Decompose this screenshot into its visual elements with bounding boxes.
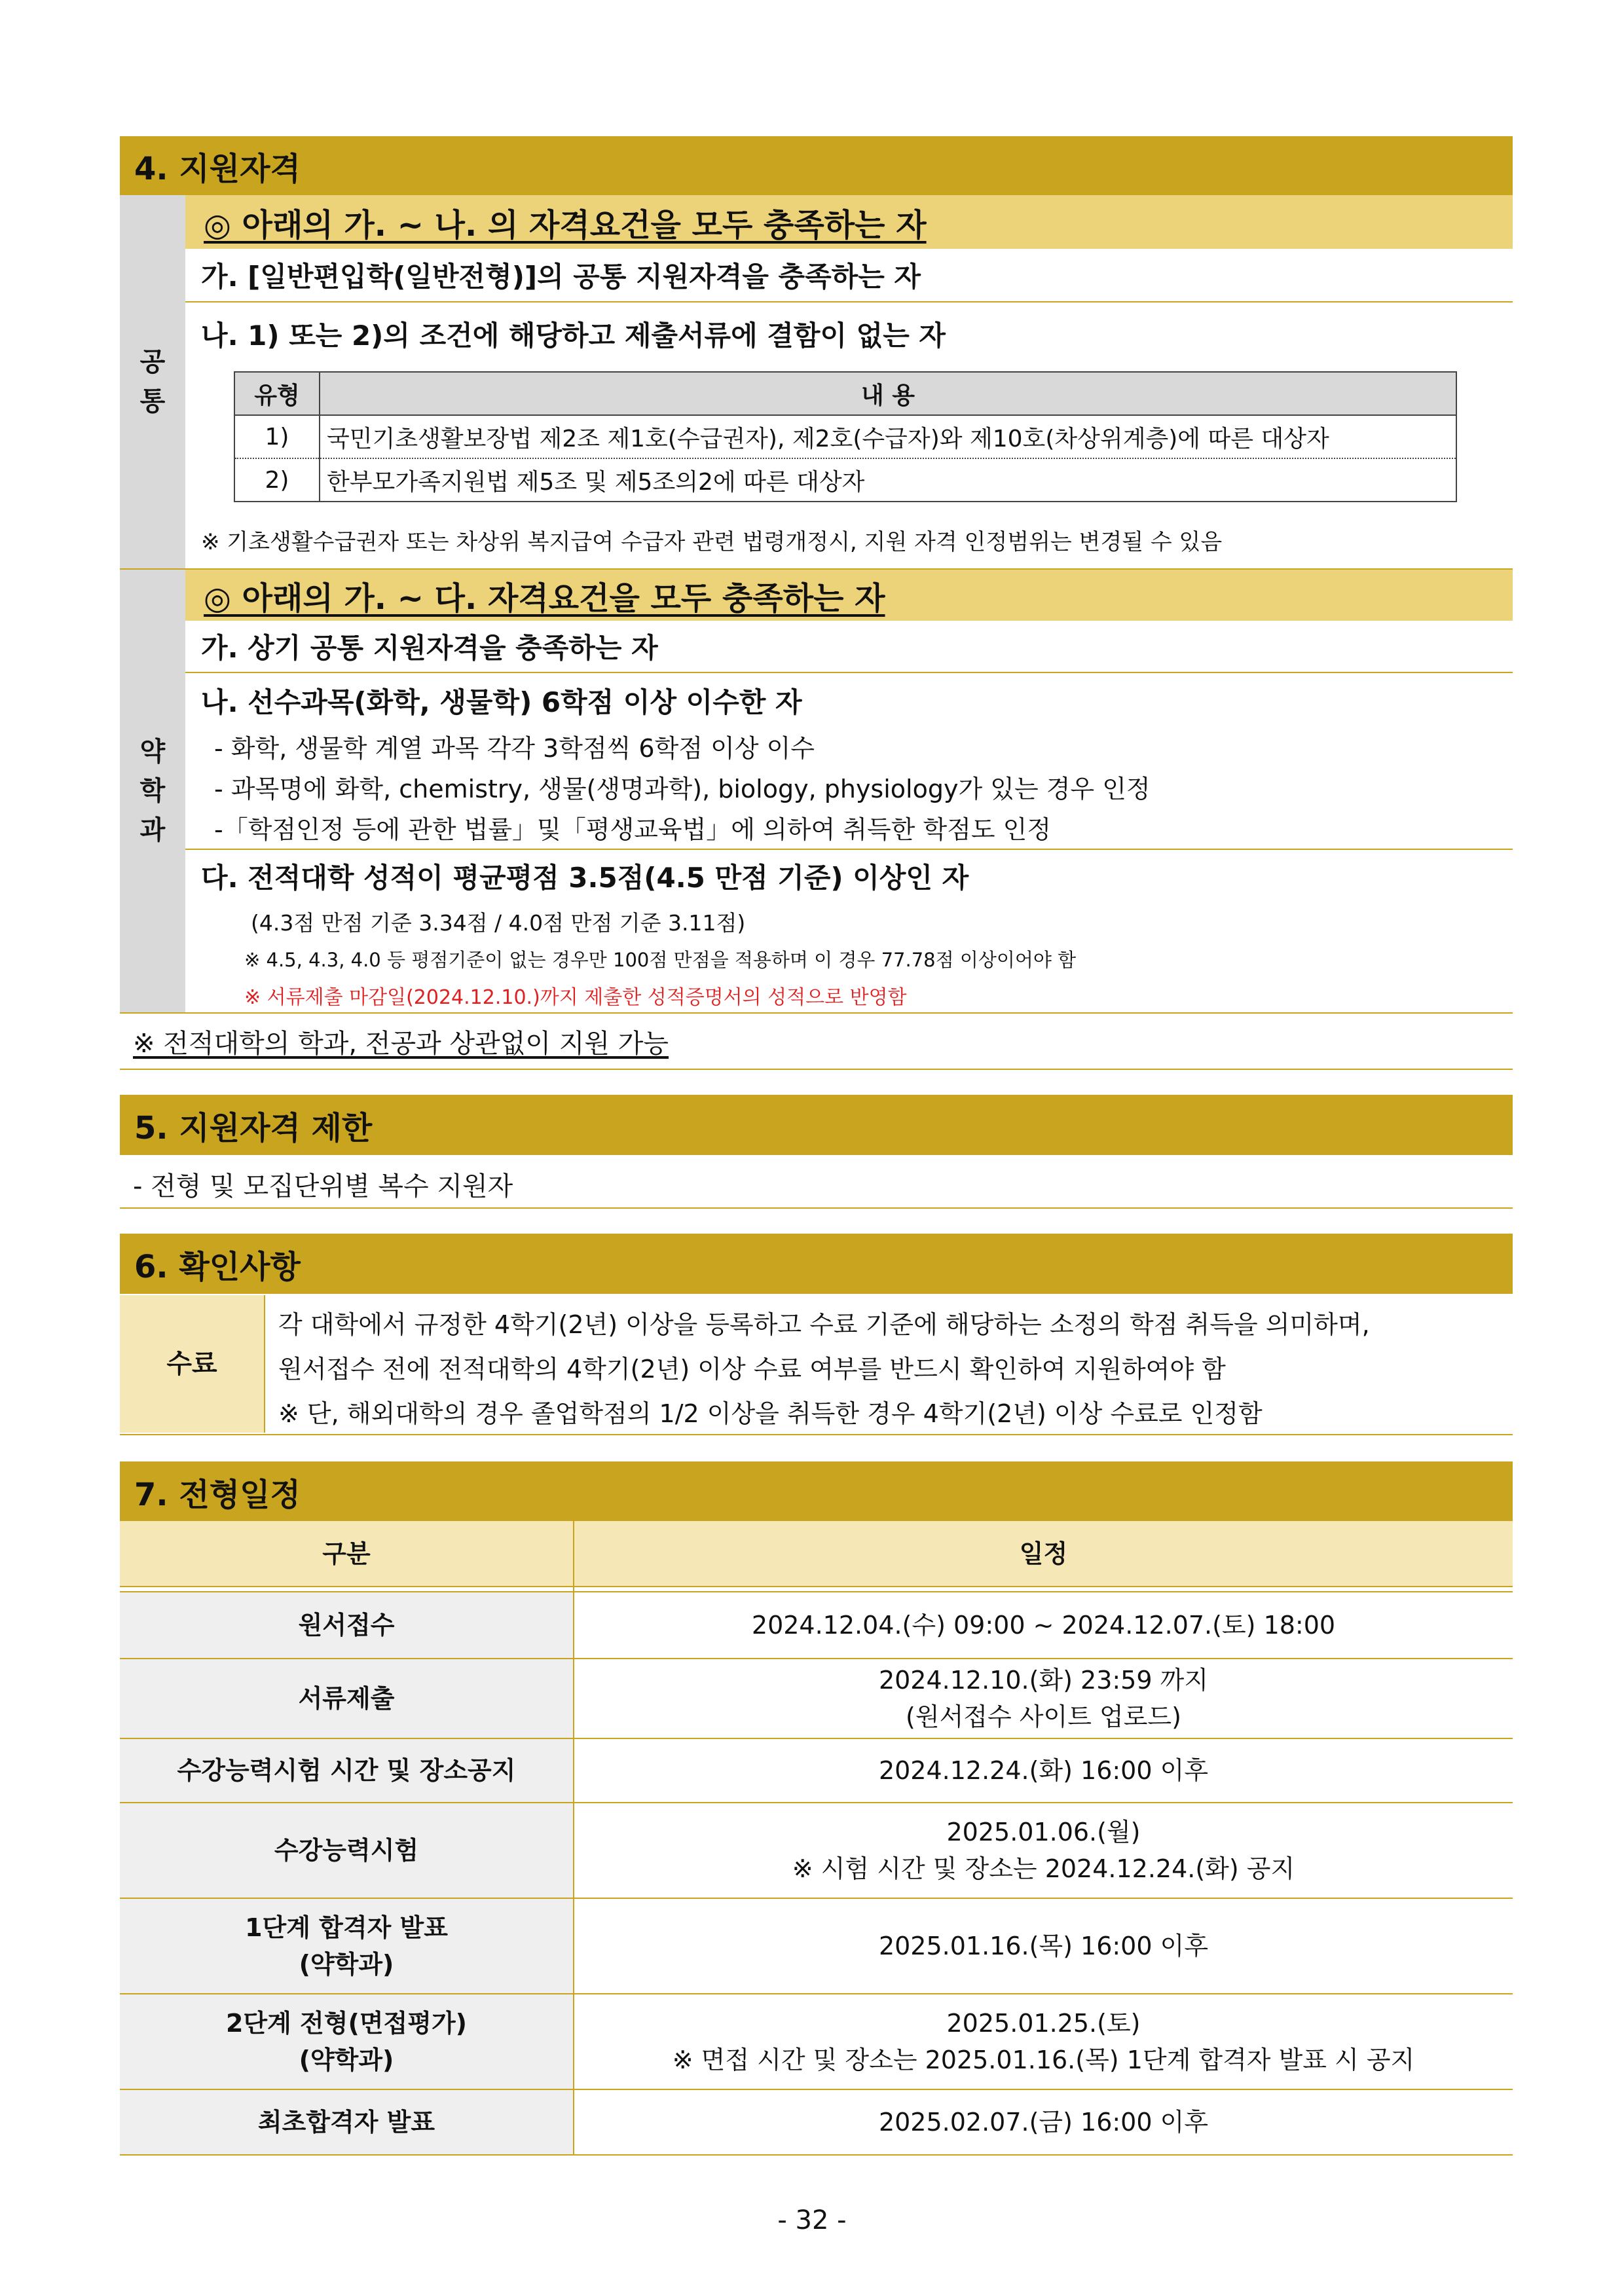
table-cell-content: 한부모가족지원법 제5조 및 제5조의2에 따른 대상자 bbox=[320, 458, 1456, 502]
schedule-header-category: 구분 bbox=[120, 1521, 574, 1587]
eligibility-table bbox=[234, 371, 1457, 502]
pharmacy-item-da: 다. 전적대학 성적이 평균평점 3.5점(4.5 만점 기준) 이상인 자 bbox=[201, 862, 969, 894]
schedule-header-row bbox=[120, 1521, 1513, 1587]
table-header-type: 유형 bbox=[234, 372, 320, 415]
section-4-title: 4. 지원자격 bbox=[120, 136, 1513, 195]
schedule-label: 수강능력시험 bbox=[120, 1803, 574, 1898]
schedule-value: 2025.01.06.(월) ※ 시험 시간 및 장소는 2024.12.24.(화) 공지 bbox=[574, 1803, 1513, 1898]
divider bbox=[185, 849, 1513, 850]
table-cell-type: 2) bbox=[234, 458, 320, 502]
common-item-ga: 가. [일반편입학(일반전형)]의 공통 지원자격을 충족하는 자 bbox=[201, 261, 921, 293]
common-side-label: 공 통 bbox=[120, 195, 185, 568]
schedule-label: 1단계 합격자 발표 (약학과) bbox=[120, 1898, 574, 1994]
pharmacy-na-detail: - 과목명에 화학, chemistry, 생물(생명과학), biology, physiology가 있는 경우 인정 bbox=[214, 775, 1151, 803]
section-6-line: 각 대학에서 규정한 4학기(2년) 이상을 등록하고 수료 기준에 해당하는 소정의 학점 취득을 의미하며, bbox=[278, 1310, 1370, 1339]
pharmacy-item-na: 나. 선수과목(화학, 생물학) 6학점 이상 이수한 자 bbox=[201, 686, 802, 718]
pharmacy-na-detail: - 화학, 생물학 계열 과목 각각 3학점씩 6학점 이상 이수 bbox=[214, 734, 815, 763]
table-header-content: 내 용 bbox=[320, 372, 1456, 415]
divider bbox=[120, 1207, 1513, 1209]
pharmacy-banner: ◎ 아래의 가. ~ 다. 자격요건을 모두 충족하는 자 bbox=[185, 570, 1513, 621]
table-row bbox=[120, 1592, 1513, 1659]
schedule-label: 서류제출 bbox=[120, 1659, 574, 1738]
pharmacy-side-label: 약 학 과 bbox=[120, 570, 185, 1012]
schedule-value: 2024.12.10.(화) 23:59 까지 (원서접수 사이트 업로드) bbox=[574, 1659, 1513, 1738]
table-row bbox=[120, 1738, 1513, 1803]
pharmacy-da-red-note: ※ 서류제출 마감일(2024.12.10.)까지 제출한 성적증명서의 성적으로 반영함 bbox=[244, 986, 907, 1009]
section-6-label: 수료 bbox=[120, 1295, 265, 1433]
schedule-value: 2025.02.07.(금) 16:00 이후 bbox=[574, 2089, 1513, 2155]
schedule-label: 2단계 전형(면접평가) (약학과) bbox=[120, 1994, 574, 2089]
section-5-title: 5. 지원자격 제한 bbox=[120, 1095, 1513, 1155]
table-row bbox=[120, 2089, 1513, 2155]
schedule-table bbox=[120, 1521, 1513, 2156]
common-banner: ◎ 아래의 가. ~ 나. 의 자격요건을 모두 충족하는 자 bbox=[185, 195, 1513, 249]
section-5-text: - 전형 및 모집단위별 복수 지원자 bbox=[133, 1171, 513, 1202]
schedule-value: 2024.12.04.(수) 09:00 ~ 2024.12.07.(토) 18:00 bbox=[574, 1592, 1513, 1659]
section-7-title: 7. 전형일정 bbox=[120, 1461, 1513, 1522]
schedule-value: 2025.01.25.(토) ※ 면접 시간 및 장소는 2025.01.16.(목) 1단계 합격자 발표 시 공지 bbox=[574, 1994, 1513, 2089]
table-row bbox=[120, 1898, 1513, 1994]
spacer bbox=[574, 1587, 1513, 1592]
schedule-label: 최초합격자 발표 bbox=[120, 2089, 574, 2155]
divider bbox=[120, 1434, 1513, 1435]
schedule-label: 수강능력시험 시간 및 장소공지 bbox=[120, 1738, 574, 1803]
pharmacy-da-detail: ※ 4.5, 4.3, 4.0 등 평점기준이 없는 경우만 100점 만점을 적용하며 이 경우 77.78점 이상이어야 함 bbox=[244, 949, 1077, 971]
section-6-line: 원서접수 전에 전적대학의 4학기(2년) 이상 수료 여부를 반드시 확인하여 지원하여야 함 bbox=[278, 1355, 1226, 1384]
pharmacy-na-detail: -「학점인정 등에 관한 법률」및「평생교육법」에 의하여 취득한 학점도 인정 bbox=[214, 815, 1052, 844]
page-number: - 32 - bbox=[777, 2205, 847, 2235]
section-4-footer-note: ※ 전적대학의 학과, 전공과 상관없이 지원 가능 bbox=[133, 1029, 669, 1059]
pharmacy-item-ga: 가. 상기 공통 지원자격을 충족하는 자 bbox=[201, 632, 658, 664]
table-row bbox=[234, 458, 1456, 502]
pharmacy-da-detail: (4.3점 만점 기준 3.34점 / 4.0점 만점 기준 3.11점) bbox=[251, 910, 746, 936]
divider bbox=[185, 672, 1513, 673]
common-item-na: 나. 1) 또는 2)의 조건에 해당하고 제출서류에 결함이 없는 자 bbox=[201, 320, 946, 352]
spacer bbox=[120, 1587, 574, 1592]
divider bbox=[185, 301, 1513, 303]
table-cell-type: 1) bbox=[234, 415, 320, 458]
schedule-value: 2024.12.24.(화) 16:00 이후 bbox=[574, 1738, 1513, 1803]
section-6-line: ※ 단, 해외대학의 경우 졸업학점의 1/2 이상을 취득한 경우 4학기(2년) 이상 수료로 인정함 bbox=[278, 1399, 1263, 1428]
section-6-title: 6. 확인사항 bbox=[120, 1234, 1513, 1294]
table-row bbox=[120, 1803, 1513, 1898]
table-row bbox=[234, 415, 1456, 458]
schedule-header-date: 일정 bbox=[574, 1521, 1513, 1587]
common-note: ※ 기초생활수급권자 또는 차상위 복지급여 수급자 관련 법령개정시, 지원 자격 인정범위는 변경될 수 있음 bbox=[201, 529, 1223, 555]
divider bbox=[120, 1012, 1513, 1014]
schedule-label: 원서접수 bbox=[120, 1592, 574, 1659]
table-row bbox=[120, 1994, 1513, 2089]
schedule-value: 2025.01.16.(목) 16:00 이후 bbox=[574, 1898, 1513, 1994]
table-cell-content: 국민기초생활보장법 제2조 제1호(수급권자), 제2호(수급자)와 제10호(차상위계층)에 따른 대상자 bbox=[320, 415, 1456, 458]
table-row bbox=[120, 1659, 1513, 1738]
divider bbox=[120, 1069, 1513, 1070]
